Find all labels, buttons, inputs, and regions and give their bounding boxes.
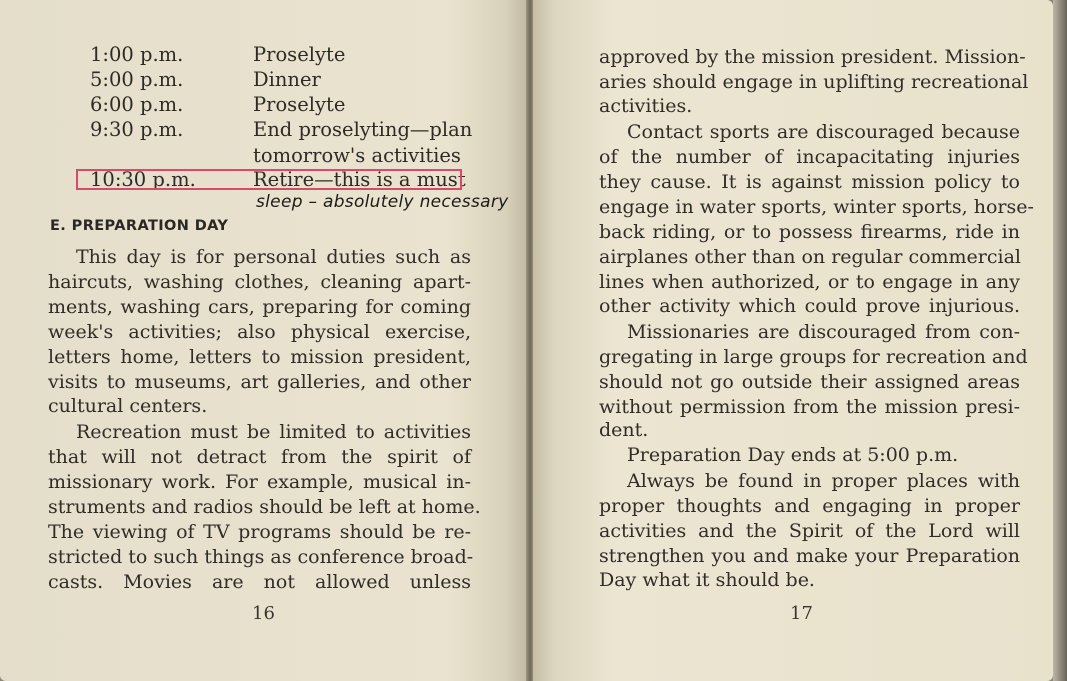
- paragraph-line: stricted to such things as conference broad-: [48, 546, 474, 568]
- paragraph-line: strengthen you and make your Preparation: [599, 545, 1020, 567]
- paragraph-line: approved by the mission president. Mission-: [599, 46, 1026, 68]
- schedule-time: 5:00 p.m.: [90, 68, 184, 91]
- paragraph-line: dent.: [599, 419, 649, 441]
- paragraph-line: struments and radios should be left at home.: [48, 496, 481, 518]
- schedule-activity: tomorrow's activities: [253, 144, 461, 167]
- paragraph-line: other activity which could prove injurious.: [599, 295, 1020, 317]
- paragraph-line: that will not detract from the spirit of: [48, 446, 471, 468]
- paragraph-line: haircuts, washing clothes, cleaning apart-: [48, 271, 471, 293]
- schedule-activity: Dinner: [253, 68, 321, 91]
- paragraph-line: Recreation must be limited to activities: [76, 421, 471, 443]
- schedule-activity: End proselyting—plan: [253, 118, 473, 141]
- schedule-activity: Proselyte: [253, 93, 346, 116]
- paragraph-line: of the number of incapacitating injuries: [599, 146, 1020, 168]
- schedule-activity: Proselyte: [253, 43, 346, 66]
- paragraph-line: should not go outside their assigned areas: [599, 371, 1020, 393]
- handwritten-note: sleep – absolutely necessary: [256, 192, 509, 212]
- red-highlight-box: [76, 169, 462, 190]
- paragraph-line: Contact sports are discouraged because: [627, 121, 1020, 143]
- paragraph-line: proper thoughts and engaging in proper: [599, 495, 1020, 517]
- book-right-edge: [1053, 0, 1067, 681]
- page-number: 17: [790, 603, 813, 624]
- paragraph-line: This day is for personal duties such as: [76, 246, 471, 268]
- section-heading: E. PREPARATION DAY: [50, 218, 229, 234]
- paragraph-line: Day what it should be.: [599, 569, 815, 591]
- schedule-time: 1:00 p.m.: [90, 43, 184, 66]
- paragraph-line: week's activities; also physical exercise,: [48, 321, 471, 343]
- schedule-time: 10:30 p.m.: [90, 168, 196, 191]
- paragraph-line: visits to museums, art galleries, and other: [48, 371, 471, 393]
- paragraph-line: lines when authorized, or to engage in any: [599, 271, 1020, 293]
- schedule-activity: Retire—this is a must: [253, 168, 466, 191]
- paragraph-line: without permission from the mission presi-: [599, 396, 1020, 418]
- paragraph-line: Missionaries are discouraged from con-: [627, 321, 1020, 343]
- schedule-time: 9:30 p.m.: [90, 118, 184, 141]
- paragraph-line: activities.: [599, 95, 693, 117]
- paragraph-line: Preparation Day ends at 5:00 p.m.: [627, 444, 959, 466]
- right-page: [533, 0, 1053, 681]
- paragraph-line: activities and the Spirit of the Lord will: [599, 520, 1020, 542]
- left-page: [0, 0, 527, 681]
- paragraph-line: casts. Movies are not allowed unless: [48, 571, 471, 593]
- page-number: 16: [252, 603, 275, 624]
- paragraph-line: letters home, letters to mission president,: [48, 346, 471, 368]
- paragraph-line: engage in water sports, winter sports, horse-: [599, 196, 1034, 218]
- paragraph-line: gregating in large groups for recreation and: [599, 346, 1028, 368]
- paragraph-line: Always be found in proper places with: [627, 470, 1020, 492]
- paragraph-line: The viewing of TV programs should be re-: [48, 521, 471, 543]
- schedule-time: 6:00 p.m.: [90, 93, 184, 116]
- paragraph-line: airplanes other than on regular commercial: [599, 246, 1022, 268]
- paragraph-line: missionary work. For example, musical in-: [48, 471, 471, 493]
- paragraph-line: cultural centers.: [48, 395, 208, 417]
- paragraph-line: back riding, or to possess firearms, ride in: [599, 221, 1020, 243]
- paragraph-line: ments, washing cars, preparing for coming: [48, 296, 471, 318]
- paragraph-line: they cause. It is against mission policy to: [599, 171, 1020, 193]
- paragraph-line: aries should engage in uplifting recreational: [599, 71, 1029, 93]
